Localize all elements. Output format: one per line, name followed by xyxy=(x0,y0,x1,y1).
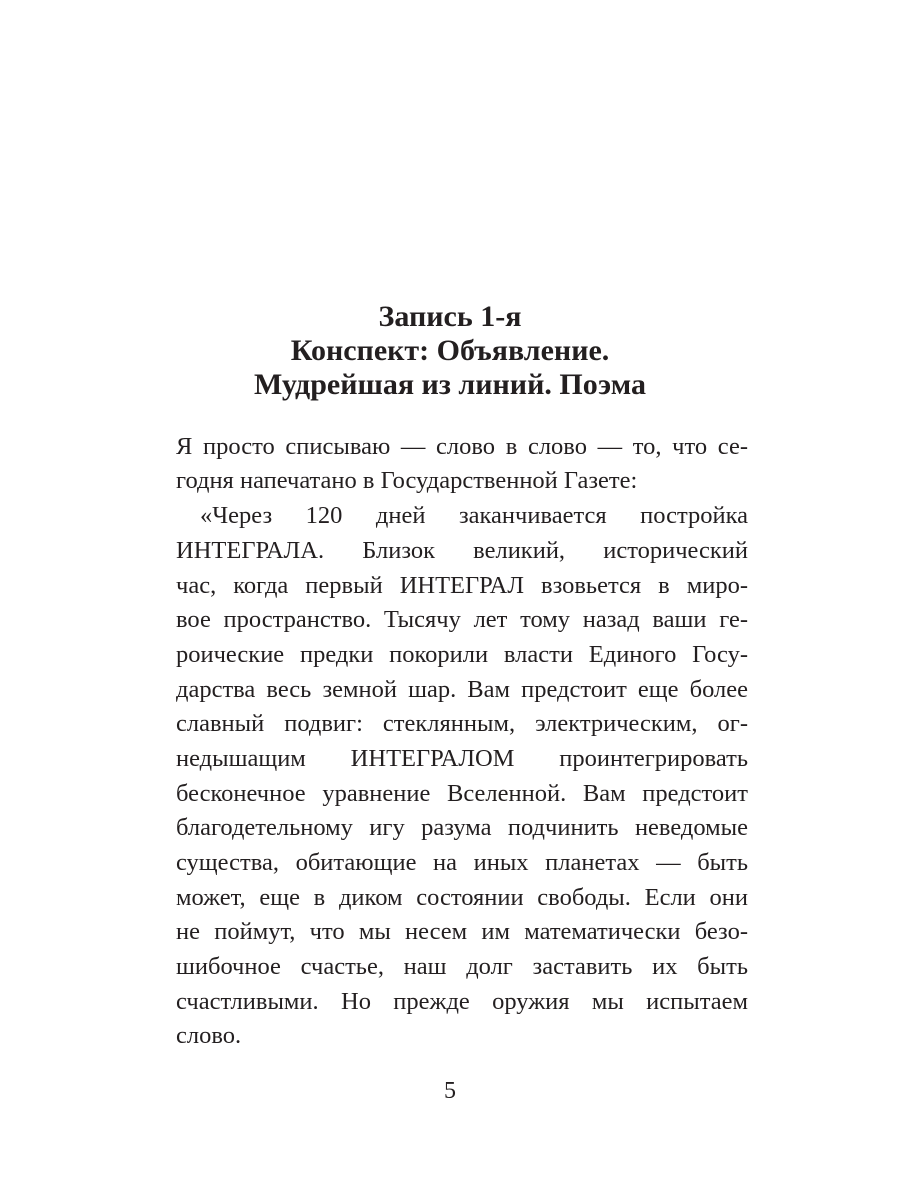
text-line: существа, обитающие на иных планетах — быть xyxy=(176,849,748,876)
chapter-heading-line-1: Запись 1-я xyxy=(378,300,522,333)
text-line: роические предки покорили власти Единого Госу- xyxy=(176,641,748,668)
text-line: «Через 120 дней заканчивается постройка xyxy=(200,502,748,529)
text-line: час, когда первый ИНТЕГРАЛ взовьется в миро- xyxy=(176,572,748,599)
text-line: недышащим ИНТЕГРАЛОМ проинтегрировать xyxy=(176,745,748,772)
text-line: Я просто списываю — слово в слово — то, что се- xyxy=(176,433,748,460)
text-line: шибочное счастье, наш долг заставить их быть xyxy=(176,953,748,980)
text-line: благодетельному игу разума подчинить неведомые xyxy=(176,814,748,841)
text-line: может, еще в диком состоянии свободы. Если они xyxy=(176,884,748,911)
text-line: ИНТЕГРАЛА. Близок великий, исторический xyxy=(176,537,748,564)
chapter-heading xyxy=(0,300,900,402)
text-line: не поймут, что мы несем им математически безо- xyxy=(176,918,748,945)
text-line: славный подвиг: стеклянным, электрическим, ог- xyxy=(176,710,748,737)
text-line: вое пространство. Тысячу лет тому назад ваши ге- xyxy=(176,606,748,633)
text-line: годня напечатано в Государственной Газете: xyxy=(176,467,638,494)
chapter-heading-line-2: Конспект: Объявление. xyxy=(290,334,610,367)
text-line: счастливыми. Но прежде оружия мы испытаем xyxy=(176,988,748,1015)
text-line: дарства весь земной шар. Вам предстоит еще более xyxy=(176,676,748,703)
text-line: бесконечное уравнение Вселенной. Вам предстоит xyxy=(176,780,748,807)
page-number: 5 xyxy=(444,1078,456,1104)
text-line: слово. xyxy=(176,1022,242,1049)
chapter-heading-line-3: Мудрейшая из линий. Поэма xyxy=(254,368,646,401)
